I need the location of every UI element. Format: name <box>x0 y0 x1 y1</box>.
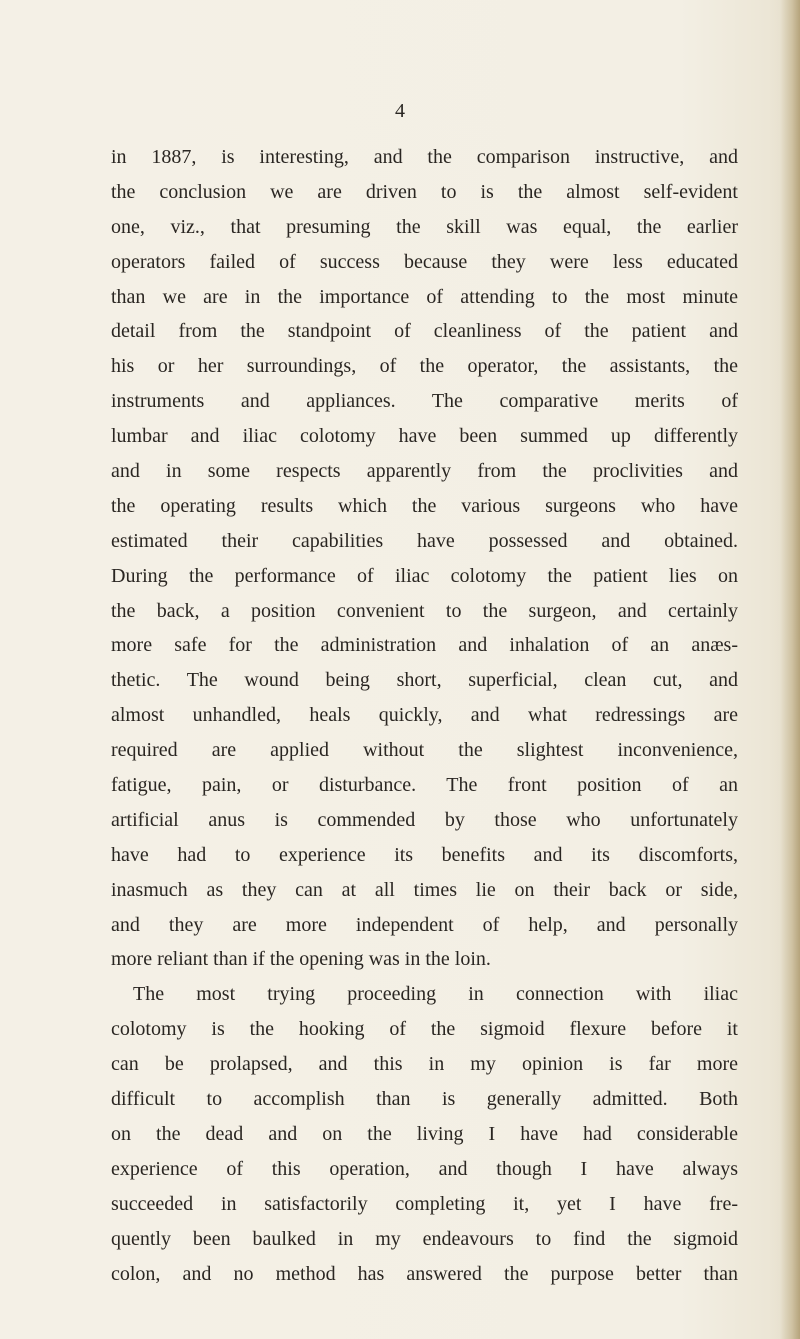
text-line: the conclusion we are driven to is the almost self-evident <box>111 180 738 203</box>
text-line: than we are in the importance of attending to the most minute <box>111 285 738 308</box>
text-line: on the dead and on the living I have had considerable <box>111 1122 738 1145</box>
text-line: in 1887, is interesting, and the comparison instructive, and <box>111 146 738 168</box>
text-line: inasmuch as they can at all times lie on their back or side, <box>111 878 738 901</box>
text-line: operators failed of success because they were less educated <box>111 250 738 273</box>
text-line: have had to experience its benefits and its discomforts, <box>111 843 738 866</box>
text-line: succeeded in satisfactorily completing it, yet I have fre- <box>111 1192 738 1215</box>
text-line: required are applied without the slightest inconvenience, <box>111 739 738 762</box>
text-line: almost unhandled, heals quickly, and what redressings are <box>111 704 738 727</box>
text-line: one, viz., that presuming the skill was equal, the earlier <box>111 215 738 238</box>
text-line: experience of this operation, and though I have always <box>111 1157 738 1180</box>
text-line: estimated their capabilities have possessed and obtained. <box>111 529 738 552</box>
text-line: and they are more independent of help, and personally <box>111 913 738 936</box>
text-line: and in some respects apparently from the proclivities and <box>111 460 738 483</box>
text-line: colotomy is the hooking of the sigmoid flexure before it <box>111 1018 738 1041</box>
text-line: more safe for the administration and inhalation of an anæs- <box>111 634 738 657</box>
text-line: difficult to accomplish than is generally admitted. Both <box>111 1088 738 1111</box>
text-line: detail from the standpoint of cleanliness of the patient and <box>111 320 738 343</box>
text-line: fatigue, pain, or disturbance. The front position of an <box>111 774 738 797</box>
text-line: his or her surroundings, of the operator, the assistants, the <box>111 355 738 378</box>
text-line: the operating results which the various surgeons who have <box>111 494 738 517</box>
text-line: artificial anus is commended by those who unfortunately <box>111 808 738 831</box>
text-line: more reliant than if the opening was in the loin. <box>111 948 491 971</box>
text-line: can be prolapsed, and this in my opinion is far more <box>111 1053 738 1076</box>
text-line: lumbar and iliac colotomy have been summed up differently <box>111 425 738 448</box>
page-edge-shadow <box>780 0 800 1339</box>
body-text <box>111 140 738 1291</box>
text-line: The most trying proceeding in connection with iliac <box>133 983 738 1006</box>
text-line: thetic. The wound being short, superficial, clean cut, and <box>111 669 738 692</box>
text-line: the back, a position convenient to the surgeon, and certainly <box>111 599 738 622</box>
text-line: instruments and appliances. The comparative merits of <box>111 390 738 413</box>
text-line: colon, and no method has answered the purpose better than <box>111 1262 738 1285</box>
page-number: 4 <box>395 100 405 122</box>
text-line: During the performance of iliac colotomy the patient lies on <box>111 564 738 587</box>
text-line: quently been baulked in my endeavours to find the sigmoid <box>111 1227 738 1250</box>
